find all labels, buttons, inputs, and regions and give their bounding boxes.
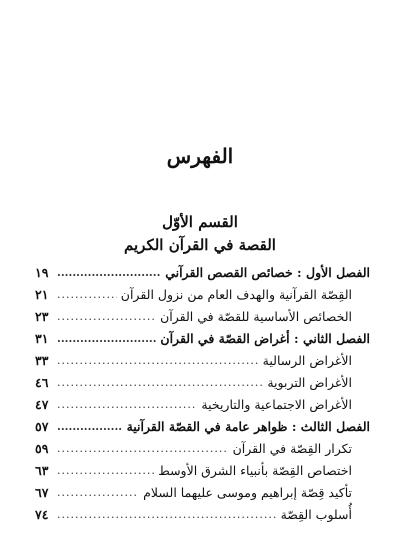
toc-page-number: ٣٣ [35, 353, 49, 368]
dot-leader [57, 372, 263, 394]
toc-page-number: ٧٤ [35, 507, 49, 522]
table-of-contents [35, 262, 370, 526]
toc-entry-title: أُسلوب القِصّة [280, 507, 352, 522]
toc-entry-title: اختصاص القِصّة بأنبياء الشرق الأوسط [158, 463, 352, 478]
toc-chapter-row [35, 328, 370, 350]
toc-entry-title: تأكيد قِصّة إبراهيم وموسى عليهما السلام [143, 485, 352, 500]
toc-entry-title: القِصّة القرآنية والهدف العام من نزول القرآن [120, 287, 352, 302]
dot-leader [57, 350, 259, 372]
toc-entry-title: الأغراض الرسالية [262, 353, 352, 368]
toc-page-number: ٦٧ [35, 485, 49, 500]
toc-entry-title: الفصل الثالث : ظواهر عامة في القصّة القرآنية [126, 419, 370, 434]
toc-entry-title: الفصل الثاني : أغراض القصّة في القرآن [160, 331, 370, 346]
dot-leader [57, 438, 229, 460]
toc-page-number: ٢١ [35, 287, 49, 302]
toc-section-row [35, 438, 370, 460]
toc-page-number: ٤٧ [35, 397, 49, 412]
toc-section-row [35, 372, 370, 394]
toc-chapter-row [35, 416, 370, 438]
dot-leader [57, 460, 154, 482]
toc-page-number: ٥٧ [35, 419, 49, 434]
dot-leader [57, 482, 139, 504]
toc-entry-title: الأغراض الاجتماعية والتاريخية [201, 397, 352, 412]
toc-section-row [35, 306, 370, 328]
toc-entry-title: الخصائص الأساسية للقصّة في القرآن [160, 309, 352, 324]
toc-page-number: ٤٦ [35, 375, 49, 390]
toc-page-number: ٦٣ [35, 463, 49, 478]
dot-leader [57, 504, 277, 526]
part-label: القسم الأوّل [162, 213, 238, 231]
toc-section-row [35, 394, 370, 416]
dot-leader [57, 306, 156, 328]
toc-page-number: ٥٩ [35, 441, 49, 456]
dot-leader [57, 394, 197, 416]
toc-section-row [35, 284, 370, 306]
toc-entry-title: الأغراض التربوية [267, 375, 352, 390]
page-title: الفهرس [166, 144, 234, 168]
toc-section-row [35, 350, 370, 372]
toc-entry-title: تكرار القِصّة في القرآن [232, 441, 352, 456]
toc-page-number: ١٩ [35, 265, 49, 280]
toc-section-row [35, 460, 370, 482]
toc-entry-title: الفصل الأول : خصائص القصص القرآني [165, 265, 370, 280]
dot-leader [57, 262, 161, 284]
dot-leader [57, 328, 156, 350]
toc-page-number: ٢٣ [35, 309, 49, 324]
dot-leader [57, 284, 117, 306]
toc-page-number: ٣١ [35, 331, 49, 346]
toc-section-row [35, 482, 370, 504]
part-title: القصة في القرآن الكريم [124, 236, 276, 254]
toc-chapter-row [35, 262, 370, 284]
toc-section-row [35, 504, 370, 526]
dot-leader [57, 416, 123, 438]
